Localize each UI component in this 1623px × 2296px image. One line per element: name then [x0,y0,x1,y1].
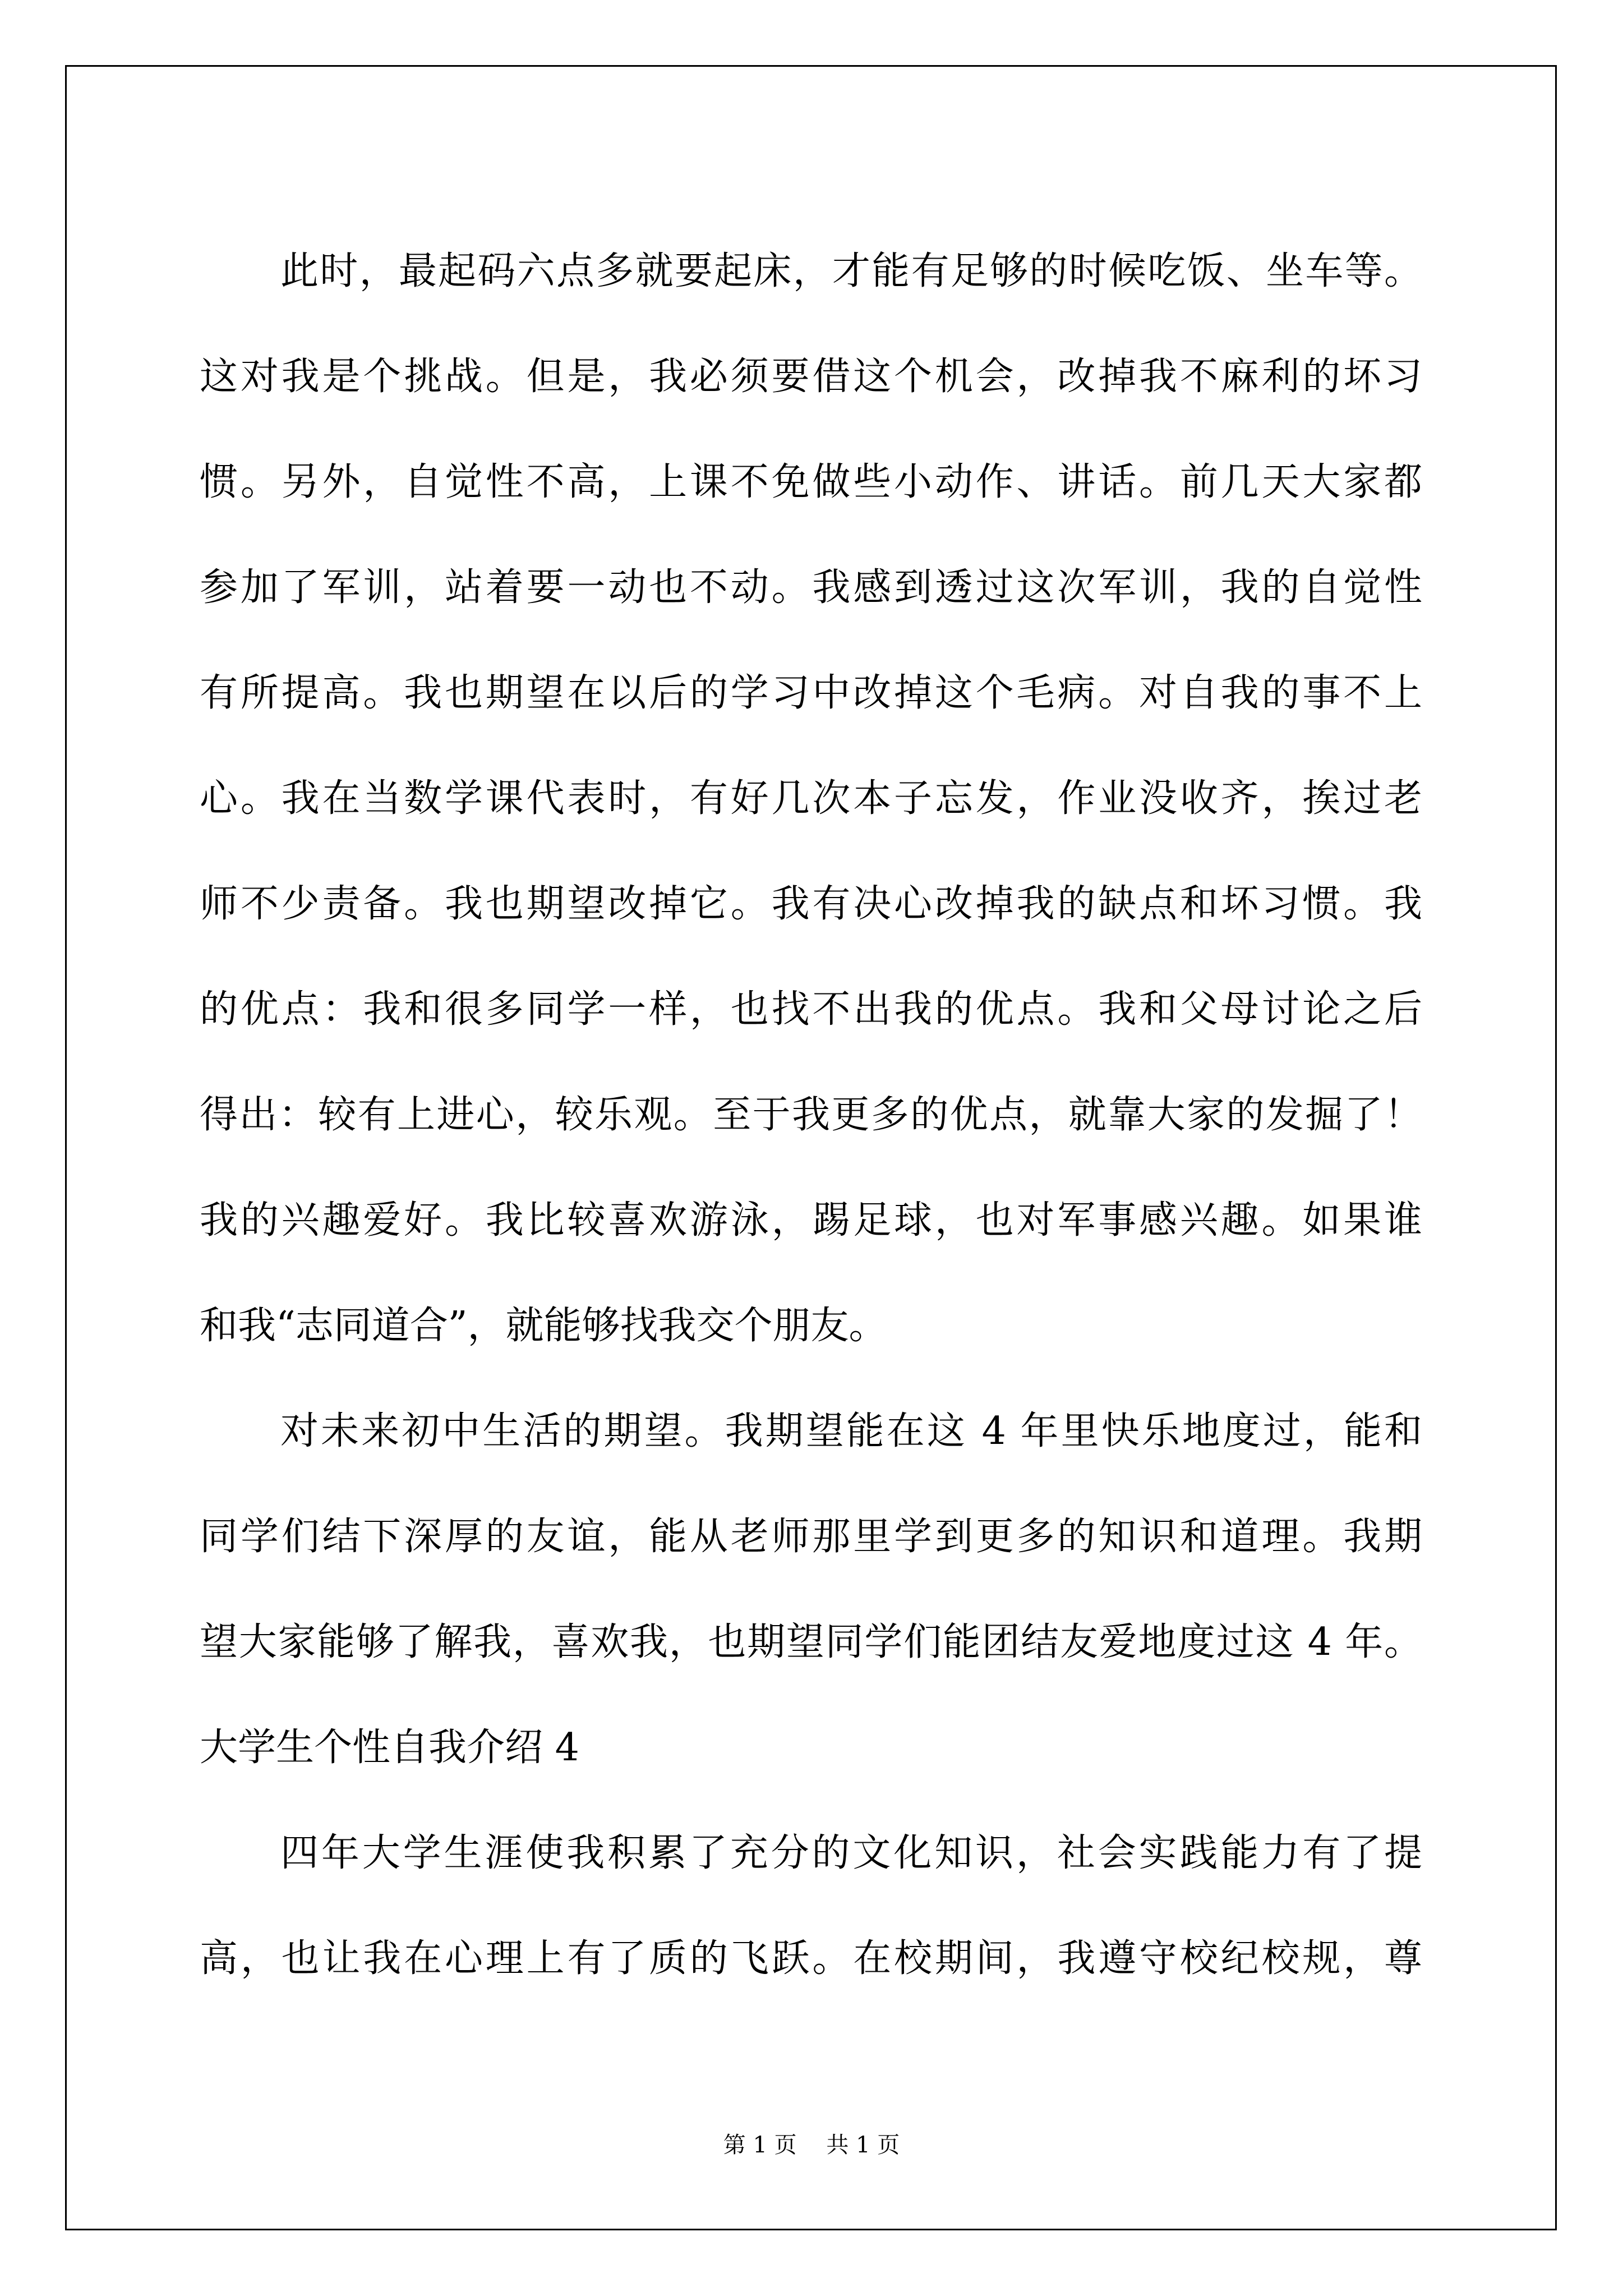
text-line: 的优点：我和很多同学一样，也找不出我的优点。我和父母讨论之后 [200,987,1422,1032]
text-line: 惯。另外，自觉性不高，上课不免做些小动作、讲话。前几天大家都 [200,460,1422,504]
text-line: 得出：较有上进心，较乐观。至于我更多的优点，就靠大家的发掘了！ [200,1093,1422,1137]
text-line: 此时，最起码六点多就要起床，才能有足够的时候吃饭、坐车等。 [280,249,1422,293]
text-line: 这对我是个挑战。但是，我必须要借这个机会，改掉我不麻利的坏习 [200,355,1422,399]
text-line: 同学们结下深厚的友谊，能从老师那里学到更多的知识和道理。我期 [200,1515,1422,1559]
text-line: 和我“志同道合”，就能够找我交个朋友。 [200,1304,887,1348]
text-line: 心。我在当数学课代表时，有好几次本子忘发，作业没收齐，挨过老 [200,776,1422,821]
document-body [200,219,1422,2012]
page-total: 共 1 页 [826,2132,900,2158]
text-line: 师不少责备。我也期望改掉它。我有决心改掉我的缺点和坏习惯。我 [200,882,1422,926]
text-line: 望大家能够了解我，喜欢我，也期望同学们能团结友爱地度过这 4 年。 [200,1620,1422,1664]
text-line: 参加了军训，站着要一动也不动。我感到透过这次军训，我的自觉性 [200,565,1422,610]
text-line: 高，也让我在心理上有了质的飞跃。在校期间，我遵守校纪校规，尊 [200,1936,1422,1981]
text-line: 对未来初中生活的期望。我期望能在这 4 年里快乐地度过，能和 [280,1409,1422,1453]
page-footer [0,2134,1623,2156]
page-number: 第 1 页 [723,2132,797,2158]
text-line: 大学生个性自我介绍 4 [200,1726,579,1770]
text-line: 四年大学生涯使我积累了充分的文化知识，社会实践能力有了提 [280,1831,1422,1875]
text-line: 我的兴趣爱好。我比较喜欢游泳，踢足球，也对军事感兴趣。如果谁 [200,1198,1422,1243]
text-line: 有所提高。我也期望在以后的学习中改掉这个毛病。对自我的事不上 [200,671,1422,715]
